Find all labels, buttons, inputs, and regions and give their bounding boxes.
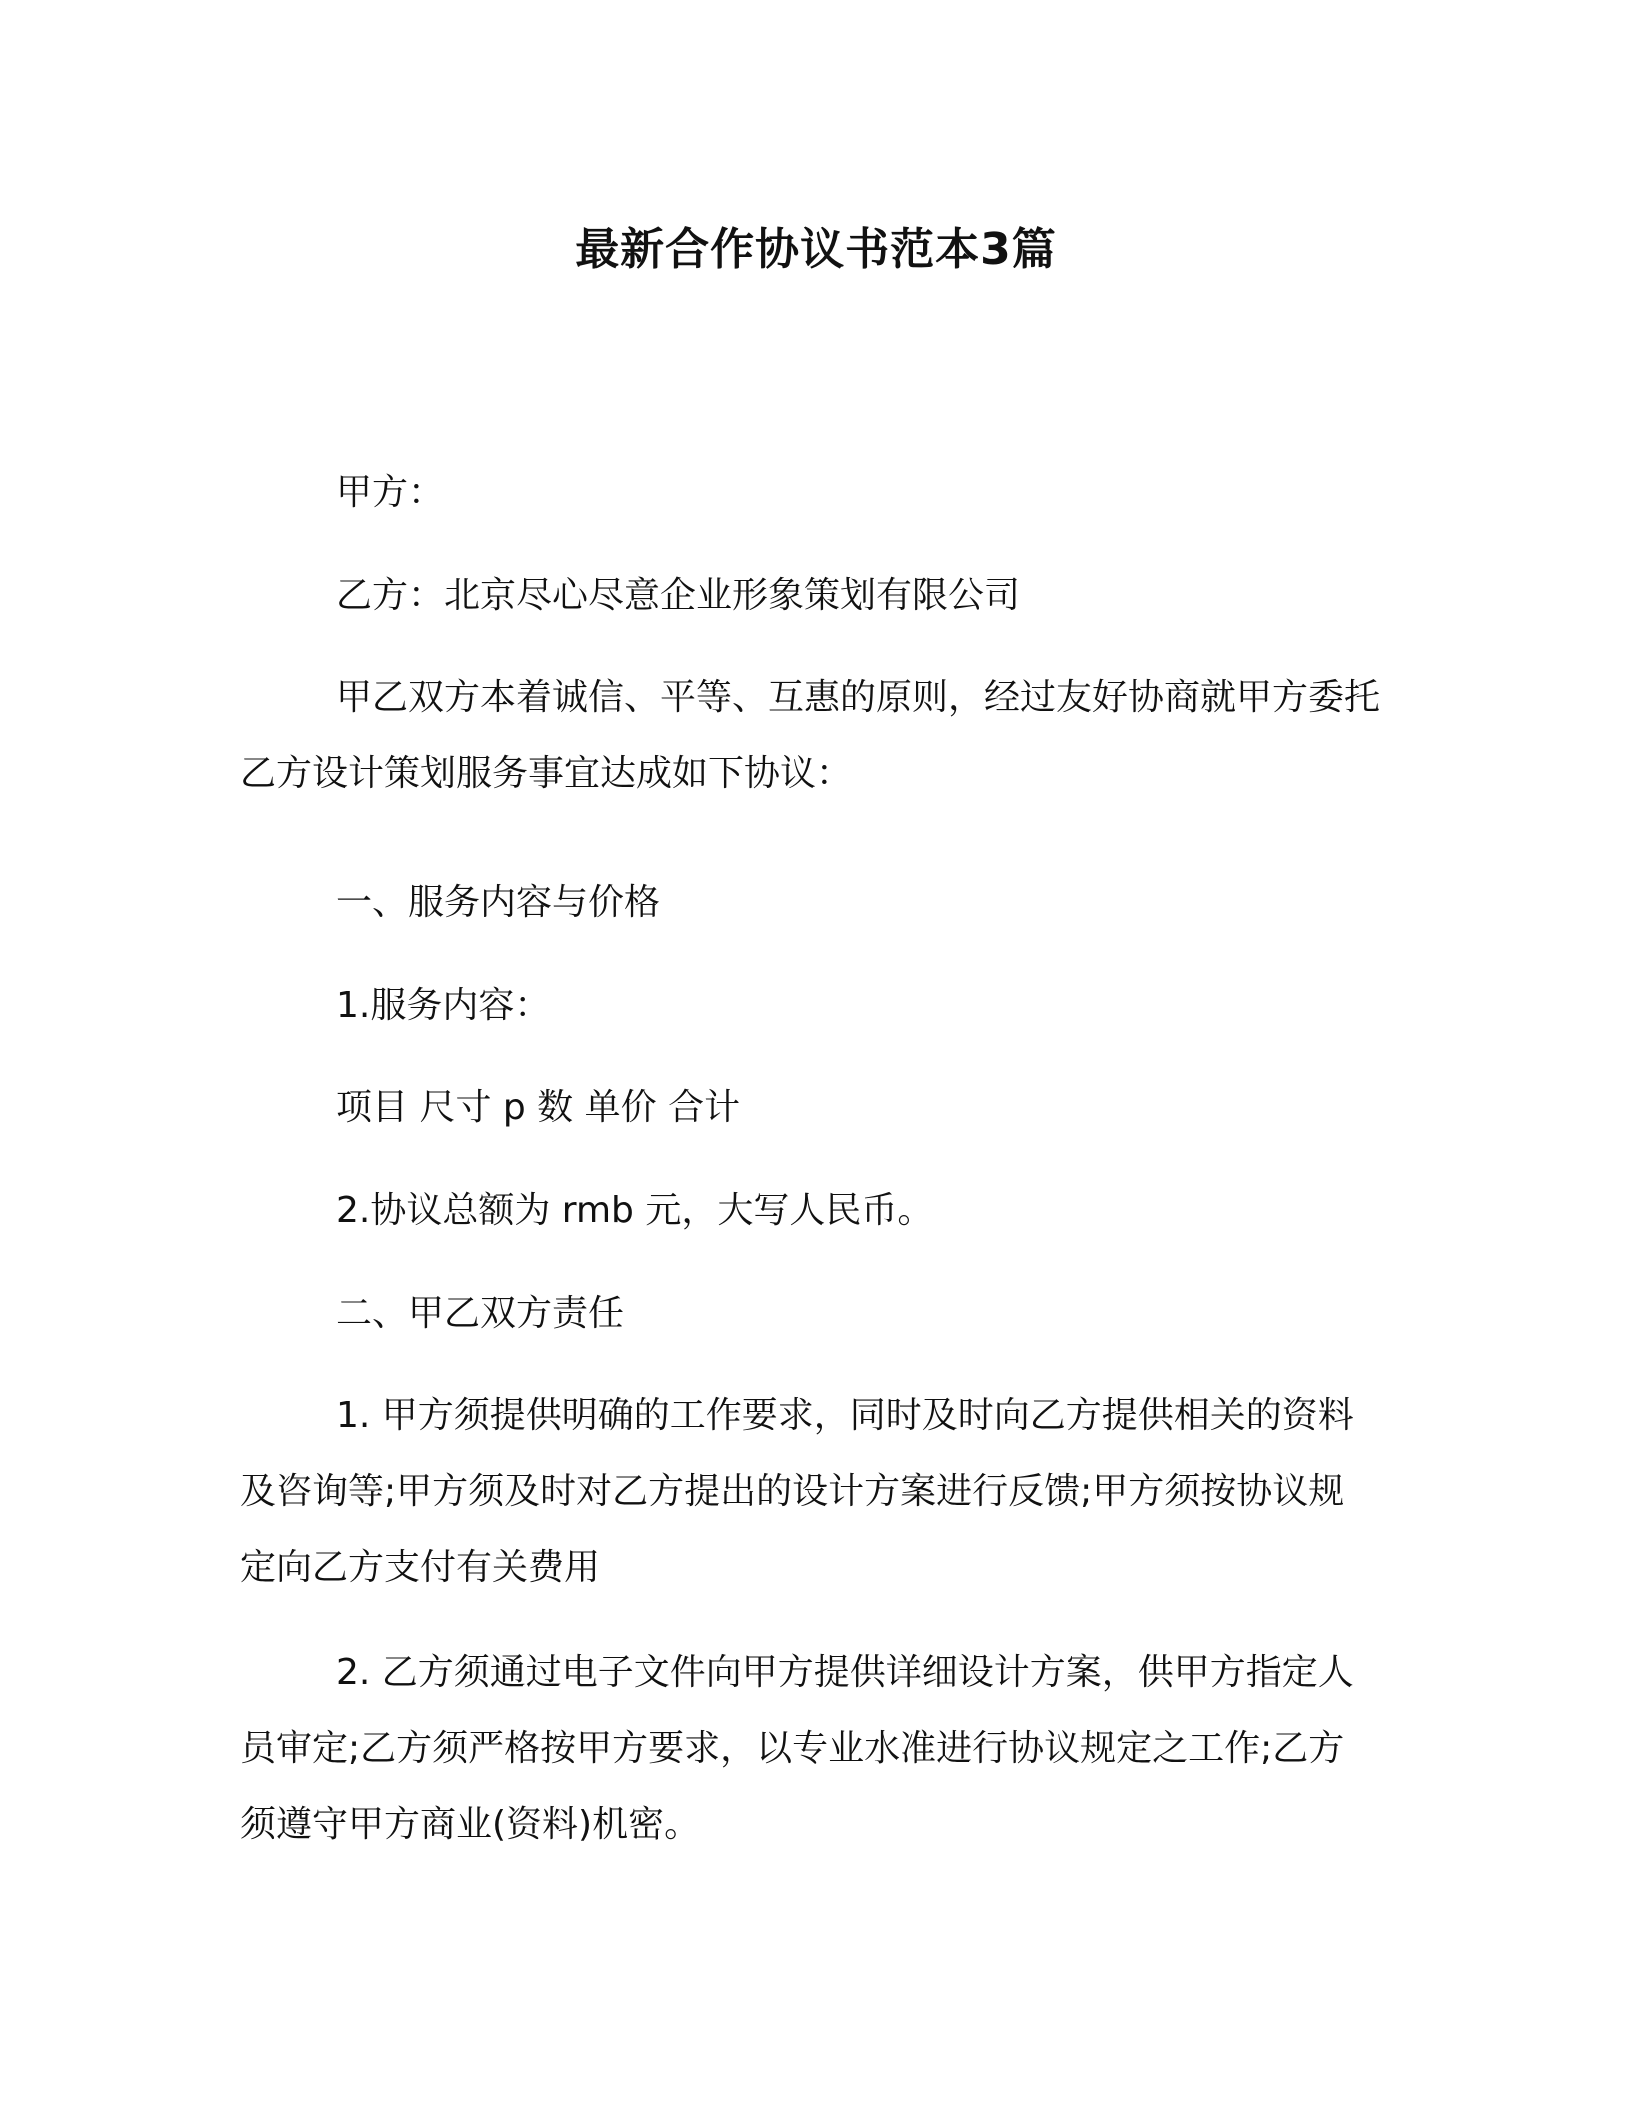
document-title: 最新合作协议书范本3篇: [575, 224, 1057, 275]
party-a-responsibility-paragraph: 1. 甲方须提供明确的工作要求，同时及时向乙方提供相关的资料及咨询等;甲方须及时对乙方提出的设计方案进行反馈;甲方须按协议规定向乙方支付有关费用: [240, 1395, 1354, 1588]
agreement-total-line: 2.协议总额为 rmb 元，大写人民币。: [336, 1190, 934, 1231]
agreement-intro-paragraph: 甲乙双方本着诚信、平等、互惠的原则，经过友好协商就甲方委托乙方设计策划服务事宜达成如下协议：: [240, 677, 1381, 794]
service-table-header: 项目 尺寸 p 数 单价 合计: [336, 1087, 741, 1128]
service-content-heading: 1.服务内容：: [336, 985, 551, 1026]
section-2-heading: 二、甲乙双方责任: [336, 1293, 625, 1334]
party-a-line: 甲方：: [336, 472, 445, 513]
party-b-line: 乙方：北京尽心尽意企业形象策划有限公司: [336, 575, 1021, 616]
section-1-heading: 一、服务内容与价格: [336, 882, 661, 923]
party-b-responsibility-paragraph: 2. 乙方须通过电子文件向甲方提供详细设计方案，供甲方指定人员审定;乙方须严格按甲方要求，以专业水准进行协议规定之工作;乙方须遵守甲方商业(资料)机密。: [240, 1652, 1354, 1845]
